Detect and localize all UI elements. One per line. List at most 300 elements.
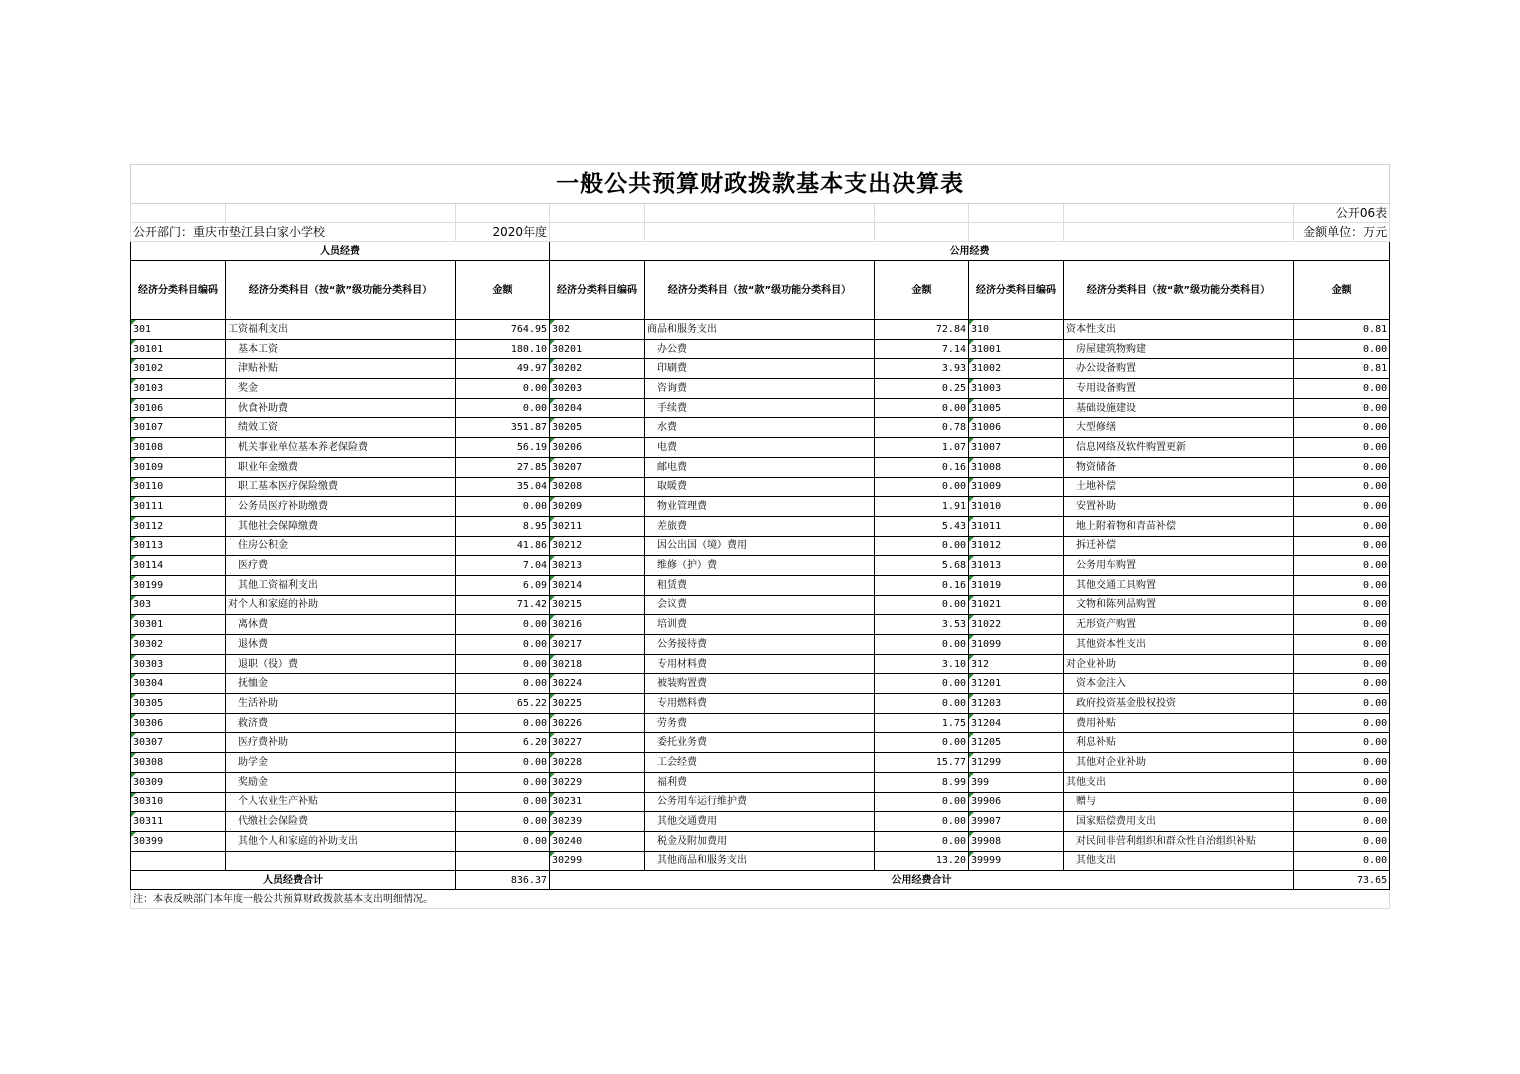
column-header-amount: 金额 [456, 261, 550, 320]
capital-amount-cell: 0.81 [1294, 359, 1390, 379]
table-row [131, 772, 1390, 792]
capital-amount-cell: 0.00 [1294, 379, 1390, 399]
form-number: 公开06表 [1294, 204, 1390, 223]
table-row [131, 654, 1390, 674]
personnel-amount-cell: 351.87 [456, 418, 550, 438]
capital-name-cell: 办公设备购置 [1064, 359, 1294, 379]
table-row [131, 635, 1390, 655]
capital-amount-cell: 0.00 [1294, 733, 1390, 753]
personnel-amount-cell: 0.00 [456, 615, 550, 635]
personnel-amount-cell: 49.97 [456, 359, 550, 379]
personnel-amount-cell: 8.95 [456, 516, 550, 536]
personnel-name-cell: 离休费 [226, 615, 456, 635]
capital-amount-cell: 0.00 [1294, 615, 1390, 635]
personnel-code-cell: 30304 [131, 674, 226, 694]
personnel-name-cell: 救济费 [226, 713, 456, 733]
goods-name-cell: 取暖费 [645, 477, 875, 497]
goods-code-cell: 30204 [550, 398, 645, 418]
personnel-code-cell: 30109 [131, 457, 226, 477]
table-row [131, 477, 1390, 497]
capital-name-cell: 赠与 [1064, 792, 1294, 812]
personnel-code-cell: 30308 [131, 753, 226, 773]
personnel-code-cell: 30305 [131, 694, 226, 714]
personnel-total-amount: 836.37 [456, 871, 550, 890]
goods-code-cell: 30299 [550, 851, 645, 871]
goods-amount-cell: 3.93 [875, 359, 969, 379]
personnel-code-cell: 30310 [131, 792, 226, 812]
column-header-name: 经济分类科目（按“款”级功能分类科目） [1064, 261, 1294, 320]
personnel-amount-cell: 0.00 [456, 497, 550, 517]
table-row [131, 536, 1390, 556]
table-row [131, 812, 1390, 832]
goods-code-cell: 30207 [550, 457, 645, 477]
capital-name-cell: 对民间非营利组织和群众性自治组织补贴 [1064, 831, 1294, 851]
personnel-amount-cell: 0.00 [456, 398, 550, 418]
capital-amount-cell: 0.00 [1294, 339, 1390, 359]
capital-name-cell: 文物和陈列品购置 [1064, 595, 1294, 615]
personnel-name-cell: 其他个人和家庭的补助支出 [226, 831, 456, 851]
goods-code-cell: 30212 [550, 536, 645, 556]
capital-amount-cell: 0.00 [1294, 575, 1390, 595]
personnel-name-cell: 个人农业生产补贴 [226, 792, 456, 812]
capital-amount-cell: 0.00 [1294, 713, 1390, 733]
personnel-amount-cell: 0.00 [456, 713, 550, 733]
goods-code-cell: 30213 [550, 556, 645, 576]
capital-amount-cell: 0.00 [1294, 831, 1390, 851]
personnel-amount-cell: 65.22 [456, 694, 550, 714]
personnel-code-cell: 303 [131, 595, 226, 615]
goods-amount-cell: 7.14 [875, 339, 969, 359]
capital-code-cell: 39906 [969, 792, 1064, 812]
expenditure-sheet [130, 164, 1389, 909]
goods-amount-cell: 15.77 [875, 753, 969, 773]
capital-amount-cell: 0.00 [1294, 595, 1390, 615]
goods-code-cell: 30240 [550, 831, 645, 851]
personnel-code-cell: 30111 [131, 497, 226, 517]
capital-amount-cell: 0.00 [1294, 635, 1390, 655]
capital-code-cell: 399 [969, 772, 1064, 792]
personnel-name-cell: 基本工资 [226, 339, 456, 359]
capital-code-cell: 31002 [969, 359, 1064, 379]
capital-code-cell: 31001 [969, 339, 1064, 359]
personnel-code-cell: 30301 [131, 615, 226, 635]
capital-amount-cell: 0.00 [1294, 753, 1390, 773]
personnel-code-cell: 30114 [131, 556, 226, 576]
personnel-code-cell: 30112 [131, 516, 226, 536]
table-row [131, 831, 1390, 851]
goods-amount-cell: 5.43 [875, 516, 969, 536]
goods-amount-cell: 0.16 [875, 575, 969, 595]
totals-row [131, 871, 1390, 890]
personnel-total-label: 人员经费合计 [131, 871, 456, 890]
capital-amount-cell: 0.00 [1294, 772, 1390, 792]
personnel-amount-cell: 56.19 [456, 438, 550, 458]
personnel-amount-cell: 0.00 [456, 674, 550, 694]
capital-name-cell: 基础设施建设 [1064, 398, 1294, 418]
goods-name-cell: 办公费 [645, 339, 875, 359]
goods-code-cell: 30215 [550, 595, 645, 615]
capital-name-cell: 拆迁补偿 [1064, 536, 1294, 556]
personnel-amount-cell: 764.95 [456, 320, 550, 340]
goods-name-cell: 物业管理费 [645, 497, 875, 517]
goods-amount-cell: 0.00 [875, 398, 969, 418]
goods-amount-cell: 1.91 [875, 497, 969, 517]
table-row [131, 674, 1390, 694]
goods-amount-cell: 0.16 [875, 457, 969, 477]
capital-name-cell: 地上附着物和青苗补偿 [1064, 516, 1294, 536]
table-row [131, 851, 1390, 871]
personnel-code-cell: 30106 [131, 398, 226, 418]
goods-code-cell: 30205 [550, 418, 645, 438]
goods-name-cell: 会议费 [645, 595, 875, 615]
goods-code-cell: 30208 [550, 477, 645, 497]
goods-amount-cell: 0.25 [875, 379, 969, 399]
personnel-amount-cell: 0.00 [456, 772, 550, 792]
capital-code-cell: 31006 [969, 418, 1064, 438]
personnel-code-cell: 30399 [131, 831, 226, 851]
goods-amount-cell: 0.00 [875, 733, 969, 753]
public-total-label: 公用经费合计 [550, 871, 1294, 890]
capital-name-cell: 物资储备 [1064, 457, 1294, 477]
goods-name-cell: 因公出国（境）费用 [645, 536, 875, 556]
capital-name-cell: 信息网络及软件购置更新 [1064, 438, 1294, 458]
personnel-amount-cell: 6.09 [456, 575, 550, 595]
capital-code-cell: 31021 [969, 595, 1064, 615]
column-header-amount: 金额 [1294, 261, 1390, 320]
goods-amount-cell: 0.00 [875, 595, 969, 615]
personnel-name-cell: 医疗费 [226, 556, 456, 576]
table-row [131, 457, 1390, 477]
personnel-name-cell: 奖金 [226, 379, 456, 399]
goods-code-cell: 30202 [550, 359, 645, 379]
goods-code-cell: 30225 [550, 694, 645, 714]
capital-code-cell: 31012 [969, 536, 1064, 556]
capital-name-cell: 资本性支出 [1064, 320, 1294, 340]
fiscal-year: 2020年度 [456, 223, 550, 242]
capital-code-cell: 31013 [969, 556, 1064, 576]
goods-code-cell: 30226 [550, 713, 645, 733]
personnel-amount-cell: 180.10 [456, 339, 550, 359]
capital-amount-cell: 0.00 [1294, 694, 1390, 714]
table-row [131, 595, 1390, 615]
personnel-name-cell: 职业年金缴费 [226, 457, 456, 477]
table-row [131, 497, 1390, 517]
table-note: 注：本表反映部门本年度一般公共预算财政拨款基本支出明细情况。 [131, 890, 1390, 909]
goods-code-cell: 30201 [550, 339, 645, 359]
goods-name-cell: 租赁费 [645, 575, 875, 595]
capital-code-cell: 31203 [969, 694, 1064, 714]
capital-code-cell: 31008 [969, 457, 1064, 477]
expenditure-table [130, 164, 1390, 909]
table-body [131, 320, 1390, 871]
capital-code-cell: 39999 [969, 851, 1064, 871]
table-row [131, 379, 1390, 399]
goods-name-cell: 劳务费 [645, 713, 875, 733]
goods-amount-cell: 0.00 [875, 792, 969, 812]
personnel-amount-cell: 0.00 [456, 792, 550, 812]
personnel-code-cell: 30103 [131, 379, 226, 399]
personnel-code-cell: 30303 [131, 654, 226, 674]
personnel-name-cell: 职工基本医疗保险缴费 [226, 477, 456, 497]
personnel-name-cell: 其他工资福利支出 [226, 575, 456, 595]
capital-name-cell: 专用设备购置 [1064, 379, 1294, 399]
goods-amount-cell: 3.53 [875, 615, 969, 635]
goods-code-cell: 30206 [550, 438, 645, 458]
capital-amount-cell: 0.00 [1294, 497, 1390, 517]
personnel-name-cell [226, 851, 456, 871]
goods-code-cell: 30224 [550, 674, 645, 694]
capital-amount-cell: 0.00 [1294, 457, 1390, 477]
goods-amount-cell: 5.68 [875, 556, 969, 576]
personnel-name-cell: 医疗费补助 [226, 733, 456, 753]
table-row [131, 575, 1390, 595]
capital-amount-cell: 0.00 [1294, 812, 1390, 832]
personnel-code-cell: 30110 [131, 477, 226, 497]
capital-code-cell: 31003 [969, 379, 1064, 399]
personnel-name-cell: 助学金 [226, 753, 456, 773]
column-header-code: 经济分类科目编码 [550, 261, 645, 320]
personnel-name-cell: 机关事业单位基本养老保险费 [226, 438, 456, 458]
goods-amount-cell: 0.00 [875, 694, 969, 714]
table-row [131, 753, 1390, 773]
personnel-name-cell: 绩效工资 [226, 418, 456, 438]
personnel-name-cell: 退职（役）费 [226, 654, 456, 674]
personnel-amount-cell: 0.00 [456, 831, 550, 851]
goods-name-cell: 手续费 [645, 398, 875, 418]
column-header-code: 经济分类科目编码 [969, 261, 1064, 320]
goods-name-cell: 差旅费 [645, 516, 875, 536]
goods-name-cell: 公务接待费 [645, 635, 875, 655]
personnel-name-cell: 抚恤金 [226, 674, 456, 694]
personnel-name-cell: 代缴社会保险费 [226, 812, 456, 832]
table-row [131, 359, 1390, 379]
goods-name-cell: 维修（护）费 [645, 556, 875, 576]
table-row [131, 516, 1390, 536]
table-row [131, 320, 1390, 340]
capital-amount-cell: 0.00 [1294, 418, 1390, 438]
goods-name-cell: 电费 [645, 438, 875, 458]
capital-amount-cell: 0.00 [1294, 556, 1390, 576]
goods-amount-cell: 0.00 [875, 635, 969, 655]
personnel-name-cell: 奖励金 [226, 772, 456, 792]
personnel-code-cell: 30102 [131, 359, 226, 379]
goods-code-cell: 30227 [550, 733, 645, 753]
capital-name-cell: 其他支出 [1064, 772, 1294, 792]
goods-code-cell: 30229 [550, 772, 645, 792]
capital-name-cell: 其他对企业补助 [1064, 753, 1294, 773]
capital-name-cell: 其他资本性支出 [1064, 635, 1294, 655]
goods-amount-cell: 1.75 [875, 713, 969, 733]
column-header-name: 经济分类科目（按“款”级功能分类科目） [645, 261, 875, 320]
personnel-code-cell: 30107 [131, 418, 226, 438]
goods-amount-cell: 0.00 [875, 674, 969, 694]
capital-name-cell: 利息补贴 [1064, 733, 1294, 753]
goods-name-cell: 邮电费 [645, 457, 875, 477]
table-row [131, 438, 1390, 458]
column-header-code: 经济分类科目编码 [131, 261, 226, 320]
goods-name-cell: 被装购置费 [645, 674, 875, 694]
personnel-name-cell: 公务员医疗补助缴费 [226, 497, 456, 517]
capital-name-cell: 大型修缮 [1064, 418, 1294, 438]
capital-amount-cell: 0.00 [1294, 851, 1390, 871]
capital-name-cell: 对企业补助 [1064, 654, 1294, 674]
personnel-amount-cell: 0.00 [456, 753, 550, 773]
capital-name-cell: 资本金注入 [1064, 674, 1294, 694]
table-row [131, 615, 1390, 635]
personnel-name-cell: 津贴补贴 [226, 359, 456, 379]
public-section-header: 公用经费 [550, 242, 1390, 261]
personnel-name-cell: 对个人和家庭的补助 [226, 595, 456, 615]
capital-name-cell: 费用补贴 [1064, 713, 1294, 733]
goods-code-cell: 30209 [550, 497, 645, 517]
personnel-amount-cell: 0.00 [456, 635, 550, 655]
personnel-name-cell: 工资福利支出 [226, 320, 456, 340]
goods-name-cell: 税金及附加费用 [645, 831, 875, 851]
capital-amount-cell: 0.00 [1294, 438, 1390, 458]
capital-name-cell: 房屋建筑物购建 [1064, 339, 1294, 359]
goods-code-cell: 30216 [550, 615, 645, 635]
goods-name-cell: 咨询费 [645, 379, 875, 399]
personnel-code-cell: 30302 [131, 635, 226, 655]
personnel-amount-cell: 0.00 [456, 812, 550, 832]
capital-amount-cell: 0.00 [1294, 516, 1390, 536]
goods-name-cell: 印刷费 [645, 359, 875, 379]
goods-amount-cell: 3.10 [875, 654, 969, 674]
table-row [131, 418, 1390, 438]
goods-code-cell: 30228 [550, 753, 645, 773]
capital-code-cell: 31201 [969, 674, 1064, 694]
capital-code-cell: 310 [969, 320, 1064, 340]
personnel-code-cell: 30306 [131, 713, 226, 733]
capital-code-cell: 31009 [969, 477, 1064, 497]
capital-code-cell: 31005 [969, 398, 1064, 418]
personnel-name-cell: 住房公积金 [226, 536, 456, 556]
capital-code-cell: 31010 [969, 497, 1064, 517]
goods-amount-cell: 0.00 [875, 831, 969, 851]
capital-name-cell: 无形资产购置 [1064, 615, 1294, 635]
goods-code-cell: 30203 [550, 379, 645, 399]
personnel-code-cell: 30309 [131, 772, 226, 792]
goods-name-cell: 委托业务费 [645, 733, 875, 753]
goods-name-cell: 培训费 [645, 615, 875, 635]
capital-amount-cell: 0.00 [1294, 536, 1390, 556]
capital-name-cell: 公务用车购置 [1064, 556, 1294, 576]
table-row [131, 339, 1390, 359]
personnel-section-header: 人员经费 [131, 242, 550, 261]
goods-amount-cell: 0.00 [875, 536, 969, 556]
personnel-amount-cell: 6.20 [456, 733, 550, 753]
capital-code-cell: 31007 [969, 438, 1064, 458]
personnel-amount-cell: 0.00 [456, 654, 550, 674]
capital-amount-cell: 0.81 [1294, 320, 1390, 340]
goods-code-cell: 30214 [550, 575, 645, 595]
goods-amount-cell: 8.99 [875, 772, 969, 792]
goods-code-cell: 30217 [550, 635, 645, 655]
table-row [131, 792, 1390, 812]
column-header-row [131, 261, 1390, 320]
column-header-name: 经济分类科目（按“款”级功能分类科目） [226, 261, 456, 320]
personnel-name-cell: 生活补助 [226, 694, 456, 714]
capital-code-cell: 31019 [969, 575, 1064, 595]
goods-code-cell: 302 [550, 320, 645, 340]
goods-name-cell: 商品和服务支出 [645, 320, 875, 340]
goods-name-cell: 水费 [645, 418, 875, 438]
personnel-name-cell: 退休费 [226, 635, 456, 655]
personnel-code-cell: 301 [131, 320, 226, 340]
table-row [131, 694, 1390, 714]
personnel-amount-cell: 0.00 [456, 379, 550, 399]
personnel-name-cell: 其他社会保障缴费 [226, 516, 456, 536]
personnel-amount-cell: 7.04 [456, 556, 550, 576]
personnel-amount-cell: 71.42 [456, 595, 550, 615]
capital-amount-cell: 0.00 [1294, 674, 1390, 694]
capital-name-cell: 土地补偿 [1064, 477, 1294, 497]
personnel-code-cell: 30307 [131, 733, 226, 753]
goods-amount-cell: 1.07 [875, 438, 969, 458]
capital-amount-cell: 0.00 [1294, 654, 1390, 674]
goods-amount-cell: 72.84 [875, 320, 969, 340]
capital-amount-cell: 0.00 [1294, 398, 1390, 418]
capital-name-cell: 其他支出 [1064, 851, 1294, 871]
table-row [131, 713, 1390, 733]
goods-name-cell: 其他商品和服务支出 [645, 851, 875, 871]
goods-amount-cell: 0.78 [875, 418, 969, 438]
capital-code-cell: 31022 [969, 615, 1064, 635]
goods-amount-cell: 13.20 [875, 851, 969, 871]
column-header-amount: 金额 [875, 261, 969, 320]
goods-name-cell: 公务用车运行维护费 [645, 792, 875, 812]
personnel-code-cell: 30311 [131, 812, 226, 832]
capital-amount-cell: 0.00 [1294, 792, 1390, 812]
capital-code-cell: 39907 [969, 812, 1064, 832]
capital-code-cell: 31204 [969, 713, 1064, 733]
goods-code-cell: 30231 [550, 792, 645, 812]
personnel-amount-cell: 27.85 [456, 457, 550, 477]
goods-name-cell: 福利费 [645, 772, 875, 792]
personnel-amount-cell: 35.04 [456, 477, 550, 497]
goods-name-cell: 专用材料费 [645, 654, 875, 674]
page-title: 一般公共预算财政拨款基本支出决算表 [131, 165, 1390, 204]
goods-name-cell: 工会经费 [645, 753, 875, 773]
capital-code-cell: 31099 [969, 635, 1064, 655]
public-total-amount: 73.65 [1294, 871, 1390, 890]
capital-code-cell: 312 [969, 654, 1064, 674]
capital-name-cell: 政府投资基金股权投资 [1064, 694, 1294, 714]
personnel-code-cell: 30199 [131, 575, 226, 595]
capital-name-cell: 国家赔偿费用支出 [1064, 812, 1294, 832]
table-row [131, 733, 1390, 753]
department-label: 公开部门：重庆市垫江县白家小学校 [131, 223, 456, 242]
personnel-code-cell: 30108 [131, 438, 226, 458]
goods-code-cell: 30239 [550, 812, 645, 832]
goods-name-cell: 其他交通费用 [645, 812, 875, 832]
amount-unit: 金额单位：万元 [1294, 223, 1390, 242]
capital-code-cell: 31011 [969, 516, 1064, 536]
capital-name-cell: 安置补助 [1064, 497, 1294, 517]
goods-name-cell: 专用燃料费 [645, 694, 875, 714]
table-row [131, 398, 1390, 418]
capital-name-cell: 其他交通工具购置 [1064, 575, 1294, 595]
table-row [131, 556, 1390, 576]
capital-code-cell: 31299 [969, 753, 1064, 773]
capital-amount-cell: 0.00 [1294, 477, 1390, 497]
personnel-amount-cell [456, 851, 550, 871]
personnel-code-cell: 30101 [131, 339, 226, 359]
personnel-amount-cell: 41.86 [456, 536, 550, 556]
capital-code-cell: 31205 [969, 733, 1064, 753]
personnel-code-cell [131, 851, 226, 871]
capital-code-cell: 39908 [969, 831, 1064, 851]
